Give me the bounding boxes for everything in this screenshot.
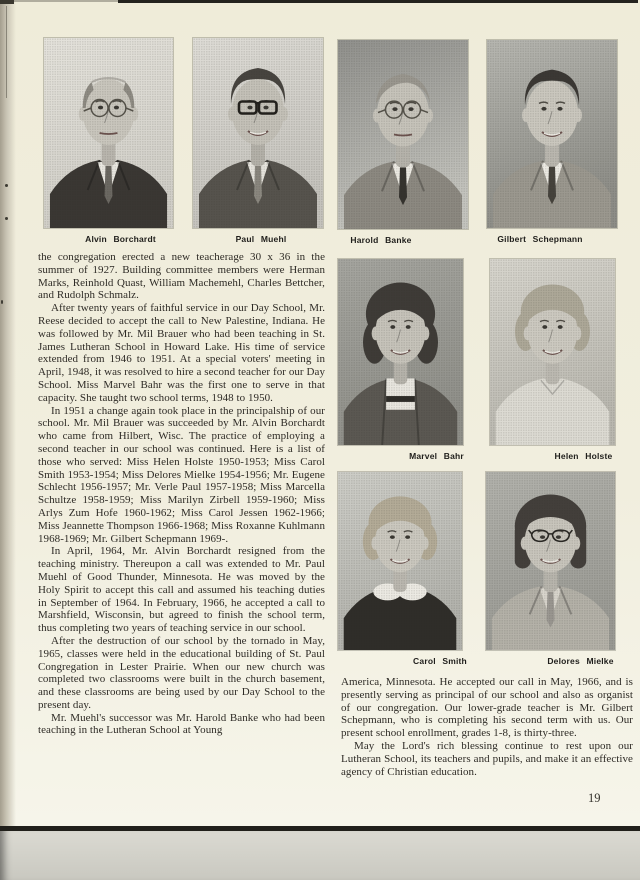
photo-caption: Helen Holste [554, 451, 613, 461]
portrait-photo [193, 38, 323, 228]
portrait-harold-banke [338, 40, 468, 245]
portrait-photo [487, 40, 617, 228]
paragraph: Mr. Muehl's successor was Mr. Harold Banke who had been teaching in the Lutheran School at Young [38, 711, 325, 737]
portrait-photo [338, 472, 462, 650]
page-top-corner [0, 0, 14, 4]
photo-caption: Gilbert Schepmann [497, 234, 583, 244]
portrait-photo [44, 38, 173, 228]
scan-speck [1, 300, 3, 304]
photo-caption: Harold Banke [350, 235, 412, 245]
paragraph: May the Lord's rich blessing continue to rest upon our Lutheran School, its teachers and pupils, and make it an effective agency of Christian education. [341, 739, 633, 778]
portrait-marvel-bahr [338, 259, 464, 461]
photo-caption: Alvin Borchardt [85, 234, 156, 244]
page-left-edge [0, 0, 16, 880]
portrait-photo [338, 259, 463, 445]
paragraph: After twenty years of faithful service in our Day School, Mr. Reese decided to accept the call to New Palestine, Indiana. He was followed by Mr. Mil Brauer who had been teaching in St. James Lutheran School in Howard Lake. His time of service extended from 1946 to 1951. At a special voters' meeting in April, 1948, it was resolved to hire a second teacher for our Day School. Miss Marvel Bahr was the first one to serve in that capacity. She taught two school terms, 1948 to 1950. [38, 302, 325, 404]
left-text-column [38, 251, 325, 737]
photo-caption: Carol Smith [413, 656, 467, 666]
page-top-edge [118, 0, 638, 3]
right-text-column [341, 676, 633, 778]
binding-crease [6, 6, 7, 98]
portrait-paul-muehl [193, 38, 323, 244]
page-top-edge-faint [14, 0, 118, 2]
portrait-photo [338, 40, 468, 229]
portrait-photo [490, 259, 615, 445]
scan-speck [5, 217, 8, 220]
portrait-helen-holste [490, 259, 615, 461]
page-number: 19 [588, 791, 601, 805]
photo-caption: Paul Muehl [235, 234, 287, 244]
paragraph: the congregation erected a new teacherage 30 x 36 in the summer of 1927. Building committee members were Herman Marks, Reinhold Quast, William Machemehl, Charles Bettcher, and Rudolph Schmalz. [38, 251, 325, 302]
portrait-carol-smith [338, 472, 467, 666]
portrait-delores-mielke [486, 472, 615, 666]
portrait-photo [486, 472, 615, 650]
paragraph: In April, 1964, Mr. Alvin Borchardt resigned from the teaching ministry. Thereupon a call was extended to Mr. Paul Muehl of Good Thunder, Minnesota. He was moved by the Holy Spirit to accept this call and assumed his teaching duties in September of 1964. In February, 1966, he accepted a call to Marshfield, Wisconsin, but agreed to finish the school term, thus completing two years of teaching service in our school. [38, 545, 325, 635]
paragraph: America, Minnesota. He accepted our call in May, 1966, and is presently serving as principal of our school and also as organist of our congregation. Our lower-grade teacher is Mr. Gilbert Schepmann, who is completing his second term with us. Our present school enrollment, grades 1-8, is thirty-three. [341, 676, 633, 740]
portrait-gilbert-schepmann [487, 40, 617, 244]
scan-speck [5, 184, 8, 187]
scan-background [0, 831, 640, 880]
paragraph: After the destruction of our school by the tornado in May, 1965, classes were held in the educational building of St. Paul Congregation in Lester Prairie. When our new church was completed two classrooms were built in the church basement, and these classrooms are being used by our Day School to the present day. [38, 634, 325, 711]
portrait-alvin-borchardt [44, 38, 173, 244]
photo-caption: Marvel Bahr [409, 451, 464, 461]
photo-caption: Delores Mielke [547, 656, 614, 666]
paragraph: In 1951 a change again took place in the principalship of our school. Mr. Mil Brauer was succeeded by Mr. Alvin Borchardt who came from Hilbert, Wisc. The practice of employing a second teacher in our school was continued. Here is a list of those who served: Miss Helen Holste 1950-1953; Miss Carol Smith 1953-1954; Miss Delores Mielke 1954-1956; Mr. Eugene Schlecht 1956-1957; Mr. Verle Paul 1957-1958; Miss Marcella Schultze 1958-1959; Miss Marilyn Zirbell 1959-1960; Miss Arlys Zum Hofe 1960-1962; Miss Carol Jessen 1962-1966; Miss Jeannette Thompson 1966-1968; Miss Roxanne Kuhlmann 1968-1969; Mr. Gilbert Schepmann 1969-. [38, 404, 325, 545]
